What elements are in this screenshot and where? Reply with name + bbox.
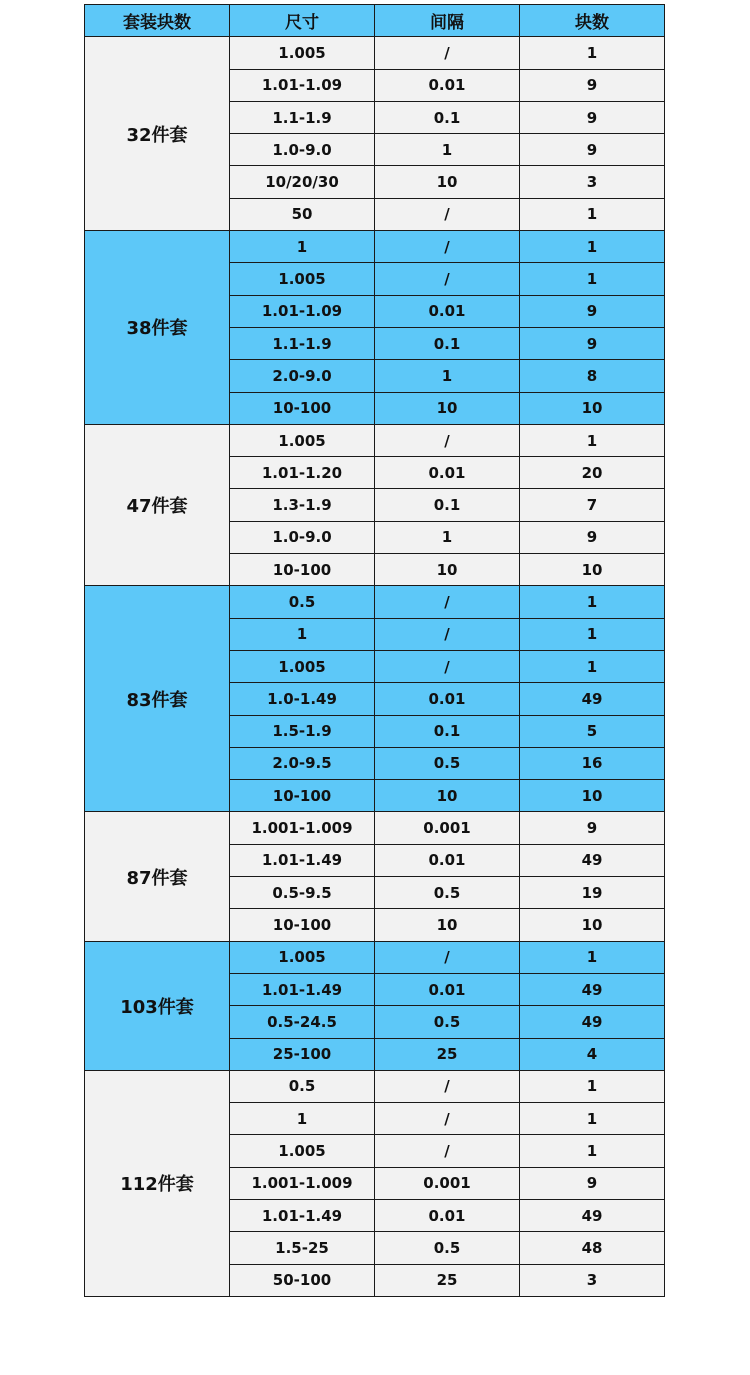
size-cell: 1.001-1.009 (230, 812, 375, 844)
size-cell: 1.001-1.009 (230, 1167, 375, 1199)
size-cell: 1.5-25 (230, 1232, 375, 1264)
size-cell: 0.5 (230, 586, 375, 618)
size-cell: 1 (230, 231, 375, 263)
set-group (85, 424, 665, 585)
set-group (85, 586, 665, 812)
set-label: 87件套 (85, 812, 230, 941)
size-cell: 2.0-9.5 (230, 747, 375, 779)
block-count-cell: 1 (520, 650, 665, 682)
block-count-cell: 9 (520, 101, 665, 133)
block-count-cell: 9 (520, 295, 665, 327)
interval-cell: 10 (375, 780, 520, 812)
interval-cell: 0.001 (375, 812, 520, 844)
size-cell: 10-100 (230, 554, 375, 586)
interval-cell: 10 (375, 909, 520, 941)
interval-cell: / (375, 1103, 520, 1135)
interval-cell: 0.01 (375, 457, 520, 489)
size-cell: 1.005 (230, 263, 375, 295)
size-cell: 0.5-9.5 (230, 877, 375, 909)
block-count-cell: 1 (520, 1070, 665, 1102)
interval-cell: 0.001 (375, 1167, 520, 1199)
interval-cell: / (375, 1135, 520, 1167)
interval-cell: 0.01 (375, 844, 520, 876)
interval-cell: / (375, 1070, 520, 1102)
interval-cell: 25 (375, 1038, 520, 1070)
table-row (85, 812, 665, 844)
block-count-cell: 3 (520, 1264, 665, 1296)
size-cell: 1.0-1.49 (230, 683, 375, 715)
set-group (85, 941, 665, 1070)
table-row (85, 424, 665, 456)
set-group (85, 1070, 665, 1296)
block-count-cell: 5 (520, 715, 665, 747)
interval-cell: 1 (375, 521, 520, 553)
size-cell: 1.0-9.0 (230, 134, 375, 166)
table-row (85, 586, 665, 618)
size-cell: 1.005 (230, 650, 375, 682)
interval-cell: 1 (375, 360, 520, 392)
size-cell: 1.01-1.49 (230, 844, 375, 876)
size-cell: 10-100 (230, 392, 375, 424)
interval-cell: / (375, 231, 520, 263)
block-count-cell: 1 (520, 198, 665, 230)
block-count-cell: 1 (520, 586, 665, 618)
block-count-cell: 9 (520, 521, 665, 553)
interval-cell: 0.1 (375, 101, 520, 133)
set-group (85, 231, 665, 425)
block-count-cell: 1 (520, 1135, 665, 1167)
size-cell: 0.5-24.5 (230, 1006, 375, 1038)
size-cell: 2.0-9.0 (230, 360, 375, 392)
block-count-cell: 10 (520, 392, 665, 424)
size-cell: 1.005 (230, 424, 375, 456)
block-count-cell: 49 (520, 1006, 665, 1038)
size-cell: 50-100 (230, 1264, 375, 1296)
size-cell: 50 (230, 198, 375, 230)
block-count-cell: 16 (520, 747, 665, 779)
block-count-cell: 9 (520, 327, 665, 359)
interval-cell: 0.5 (375, 877, 520, 909)
block-count-cell: 9 (520, 812, 665, 844)
block-count-cell: 1 (520, 941, 665, 973)
interval-cell: / (375, 263, 520, 295)
gauge-block-set-table (84, 4, 665, 1297)
block-count-cell: 1 (520, 231, 665, 263)
size-cell: 1.1-1.9 (230, 101, 375, 133)
set-label: 103件套 (85, 941, 230, 1070)
size-cell: 1.1-1.9 (230, 327, 375, 359)
block-count-cell: 10 (520, 554, 665, 586)
interval-cell: / (375, 618, 520, 650)
size-cell: 0.5 (230, 1070, 375, 1102)
interval-cell: 0.01 (375, 973, 520, 1005)
header-size: 尺寸 (230, 5, 375, 37)
interval-cell: / (375, 650, 520, 682)
size-cell: 1.01-1.09 (230, 69, 375, 101)
block-count-cell: 9 (520, 1167, 665, 1199)
size-cell: 1.01-1.09 (230, 295, 375, 327)
interval-cell: 10 (375, 166, 520, 198)
interval-cell: 0.01 (375, 1199, 520, 1231)
size-cell: 10/20/30 (230, 166, 375, 198)
size-cell: 25-100 (230, 1038, 375, 1070)
block-count-cell: 49 (520, 683, 665, 715)
interval-cell: 0.1 (375, 489, 520, 521)
block-count-cell: 49 (520, 1199, 665, 1231)
interval-cell: / (375, 37, 520, 69)
size-cell: 10-100 (230, 909, 375, 941)
block-count-cell: 10 (520, 909, 665, 941)
set-label: 83件套 (85, 586, 230, 812)
block-count-cell: 9 (520, 134, 665, 166)
block-count-cell: 48 (520, 1232, 665, 1264)
block-count-cell: 49 (520, 973, 665, 1005)
interval-cell: 0.5 (375, 1006, 520, 1038)
table-row (85, 37, 665, 69)
header-row (85, 5, 665, 37)
interval-cell: / (375, 424, 520, 456)
interval-cell: 0.01 (375, 683, 520, 715)
size-cell: 1.01-1.49 (230, 973, 375, 1005)
block-count-cell: 4 (520, 1038, 665, 1070)
table-header (85, 5, 665, 37)
header-interval: 间隔 (375, 5, 520, 37)
size-cell: 1.005 (230, 1135, 375, 1167)
size-cell: 1.01-1.20 (230, 457, 375, 489)
size-cell: 1.5-1.9 (230, 715, 375, 747)
header-set-count: 套装块数 (85, 5, 230, 37)
interval-cell: 1 (375, 134, 520, 166)
set-label: 47件套 (85, 424, 230, 585)
set-group (85, 37, 665, 231)
set-label: 38件套 (85, 231, 230, 425)
table-row (85, 941, 665, 973)
interval-cell: / (375, 586, 520, 618)
block-count-cell: 10 (520, 780, 665, 812)
block-count-cell: 49 (520, 844, 665, 876)
set-label: 32件套 (85, 37, 230, 231)
block-count-cell: 7 (520, 489, 665, 521)
interval-cell: / (375, 198, 520, 230)
size-cell: 1.005 (230, 37, 375, 69)
block-count-cell: 1 (520, 37, 665, 69)
size-cell: 1.3-1.9 (230, 489, 375, 521)
size-cell: 1.01-1.49 (230, 1199, 375, 1231)
interval-cell: 0.5 (375, 1232, 520, 1264)
interval-cell: 25 (375, 1264, 520, 1296)
block-count-cell: 1 (520, 1103, 665, 1135)
set-label: 112件套 (85, 1070, 230, 1296)
block-count-cell: 20 (520, 457, 665, 489)
size-cell: 1 (230, 1103, 375, 1135)
block-count-cell: 8 (520, 360, 665, 392)
interval-cell: 10 (375, 392, 520, 424)
interval-cell: 0.5 (375, 747, 520, 779)
table-row (85, 1070, 665, 1102)
block-count-cell: 3 (520, 166, 665, 198)
block-count-cell: 9 (520, 69, 665, 101)
block-count-cell: 1 (520, 263, 665, 295)
interval-cell: 0.1 (375, 327, 520, 359)
interval-cell: 0.1 (375, 715, 520, 747)
block-count-cell: 1 (520, 424, 665, 456)
interval-cell: / (375, 941, 520, 973)
block-count-cell: 1 (520, 618, 665, 650)
size-cell: 1 (230, 618, 375, 650)
size-cell: 1.005 (230, 941, 375, 973)
set-group (85, 812, 665, 941)
block-count-cell: 19 (520, 877, 665, 909)
table-row (85, 231, 665, 263)
interval-cell: 0.01 (375, 69, 520, 101)
size-cell: 10-100 (230, 780, 375, 812)
interval-cell: 0.01 (375, 295, 520, 327)
interval-cell: 10 (375, 554, 520, 586)
size-cell: 1.0-9.0 (230, 521, 375, 553)
header-block-count: 块数 (520, 5, 665, 37)
